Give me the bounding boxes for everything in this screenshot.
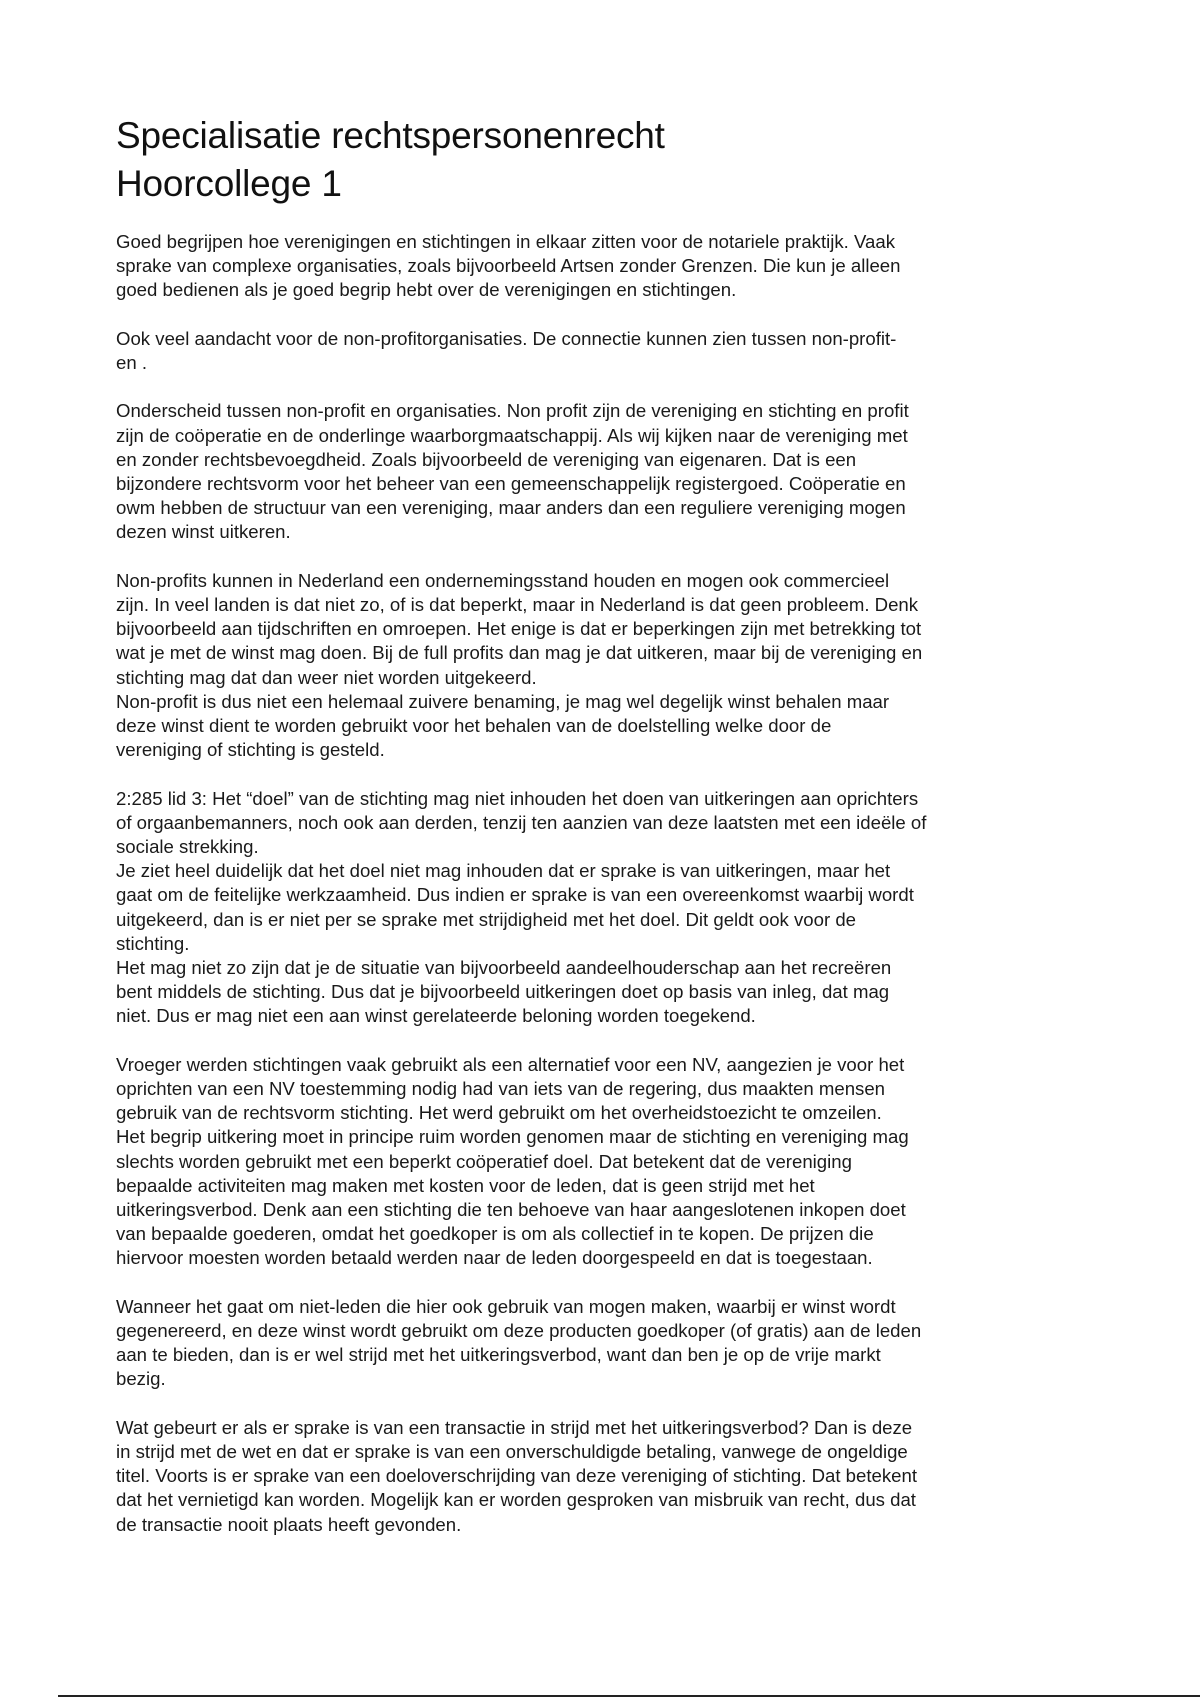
paragraph-line: oprichten van een NV toestemming nodig had van iets van de regering, dus maakten mensen <box>116 1078 886 1100</box>
paragraph-line: bent middels de stichting. Dus dat je bijvoorbeeld uitkeringen doet op basis van inleg, dat mag <box>116 981 890 1003</box>
paragraph-line: slechts worden gebruikt met een beperkt coöperatief doel. Dat betekent dat de vereniging <box>116 1150 852 1172</box>
paragraph-line: de transactie nooit plaats heeft gevonden. <box>116 1513 462 1535</box>
paragraph-line: hiervoor moesten worden betaald werden naar de leden doorgespeeld en dat is toegestaan. <box>116 1247 873 1269</box>
paragraph <box>116 399 1096 544</box>
paragraph-line: stichting mag dat dan weer niet worden uitgekeerd. <box>116 666 537 688</box>
body-text <box>116 230 1096 1537</box>
paragraph-line: stichting. <box>116 932 190 954</box>
paragraph-line: titel. Voorts is er sprake van een doeloverschrijding van deze vereniging of stichting. Dat betekent <box>116 1465 918 1487</box>
paragraph-line: Vroeger werden stichtingen vaak gebruikt als een alternatief voor een NV, aangezien je voor het <box>116 1053 905 1075</box>
paragraph-line: wat je met de winst mag doen. Bij de full profits dan mag je dat uitkeren, maar bij de vereniging en <box>116 642 923 664</box>
paragraph-line: aan te bieden, dan is er wel strijd met het uitkeringsverbod, want dan ben je op de vrije markt <box>116 1344 881 1366</box>
paragraph-line: gaat om de feitelijke werkzaamheid. Dus indien er sprake is van een overeenkomst waarbij wordt <box>116 884 914 906</box>
paragraph-line: Non-profits kunnen in Nederland een ondernemingsstand houden en mogen ook commercieel <box>116 569 890 591</box>
paragraph-line: sprake van complexe organisaties, zoals bijvoorbeeld Artsen zonder Grenzen. Die kun je alleen <box>116 255 901 277</box>
paragraph <box>116 1053 1096 1271</box>
paragraph-line: en . <box>116 352 148 373</box>
document-page <box>116 112 1096 1561</box>
paragraph-line: vereniging of stichting is gesteld. <box>116 739 385 761</box>
paragraph <box>116 327 1096 375</box>
paragraph-line: bijvoorbeeld aan tijdschriften en omroepen. Het enige is dat er beperkingen zijn met betrekking tot <box>116 618 922 640</box>
paragraph-line: bezig. <box>116 1368 166 1390</box>
paragraph-line: deze winst dient te worden gebruikt voor het behalen van de doelstelling welke door de <box>116 715 832 737</box>
title-line-main: Specialisatie rechtspersonenrecht <box>116 115 665 156</box>
paragraph-line: in strijd met de wet en dat er sprake is van een onverschuldigde betaling, vanwege de ongeldige <box>116 1441 908 1463</box>
paragraph-line: bijzondere rechtsvorm voor het beheer van een gemeenschappelijk registergoed. Coöperatie en <box>116 473 906 494</box>
paragraph-line: dezen winst uitkeren. <box>116 521 291 543</box>
paragraph-line: goed bedienen als je goed begrip hebt over de verenigingen en stichtingen. <box>116 279 737 301</box>
paragraph-line: owm hebben de structuur van een vereniging, maar anders dan een reguliere vereniging mogen <box>116 497 906 519</box>
paragraph-line: zijn. In veel landen is dat niet zo, of is dat beperkt, maar in Nederland is dat geen probleem. Denk <box>116 594 919 615</box>
paragraph-line: Het mag niet zo zijn dat je de situatie van bijvoorbeeld aandeelhouderschap aan het recreëren <box>116 957 892 979</box>
paragraph-line: uitgekeerd, dan is er niet per se sprake met strijdigheid met het doel. Dit geldt ook voor de <box>116 908 857 930</box>
paragraph-line: Non-profit is dus niet een helemaal zuivere benaming, je mag wel degelijk winst behalen maar <box>116 690 890 712</box>
paragraph-line: 2:285 lid 3: Het “doel” van de stichting mag niet inhouden het doen van uitkeringen aan oprichters <box>116 787 919 809</box>
footer-divider <box>58 1695 1200 1697</box>
paragraph-line: van bepaalde goederen, omdat het goedkoper is om als collectief in te kopen. De prijzen die <box>116 1223 874 1245</box>
paragraph-line: gegenereerd, en deze winst wordt gebruikt om deze producten goedkoper (of gratis) aan de leden <box>116 1320 922 1342</box>
paragraph-line: Ook veel aandacht voor de non-profitorganisaties. De connectie kunnen zien tussen non-profit- <box>116 327 897 349</box>
paragraph-line: gebruik van de rechtsvorm stichting. Het werd gebruikt om het overheidstoezicht te omzeilen. <box>116 1102 882 1124</box>
paragraph <box>116 1295 1096 1392</box>
paragraph-line: niet. Dus er mag niet een aan winst gerelateerde beloning worden toegekend. <box>116 1005 756 1027</box>
paragraph-line: Wanneer het gaat om niet-leden die hier ook gebruik van mogen maken, waarbij er winst wordt <box>116 1295 896 1317</box>
paragraph <box>116 1416 1096 1537</box>
paragraph-line: Onderscheid tussen non-profit en organisaties. Non profit zijn de vereniging en stichting en profit <box>116 400 909 422</box>
paragraph-line: en zonder rechtsbevoegdheid. Zoals bijvoorbeeld de vereniging van eigenaren. Dat is een <box>116 448 857 470</box>
paragraph <box>116 787 1096 1029</box>
paragraph-line: Wat gebeurt er als er sprake is van een transactie in strijd met het uitkeringsverbod? Dan is deze <box>116 1416 913 1438</box>
page-title <box>116 112 1096 208</box>
paragraph-line: dat het vernietigd kan worden. Mogelijk kan er worden gesproken van misbruik van recht, dus dat <box>116 1489 916 1511</box>
paragraph-line: Goed begrijpen hoe verenigingen en stichtingen in elkaar zitten voor de notariele praktijk. Vaak <box>116 231 896 252</box>
paragraph-line: Het begrip uitkering moet in principe ruim worden genomen maar de stichting en vereniging mag <box>116 1126 909 1148</box>
paragraph-line: zijn de coöperatie en de onderlinge waarborgmaatschappij. Als wij kijken naar de vereniging met <box>116 424 908 446</box>
paragraph-line: Je ziet heel duidelijk dat het doel niet mag inhouden dat er sprake is van uitkeringen, maar het <box>116 860 891 882</box>
paragraph-line: of orgaanbemanners, noch ook aan derden, tenzij ten aanzien van deze laatsten met een ideële of <box>116 811 927 833</box>
paragraph-line: sociale strekking. <box>116 836 259 858</box>
paragraph-line: uitkeringsverbod. Denk aan een stichting die ten behoeve van haar aangeslotenen inkopen doet <box>116 1199 906 1221</box>
paragraph <box>116 569 1096 763</box>
paragraph-line: bepaalde activiteiten mag maken met kosten voor de leden, dat is geen strijd met het <box>116 1174 815 1196</box>
title-line-sub: Hoorcollege 1 <box>116 163 342 204</box>
paragraph <box>116 230 1096 303</box>
